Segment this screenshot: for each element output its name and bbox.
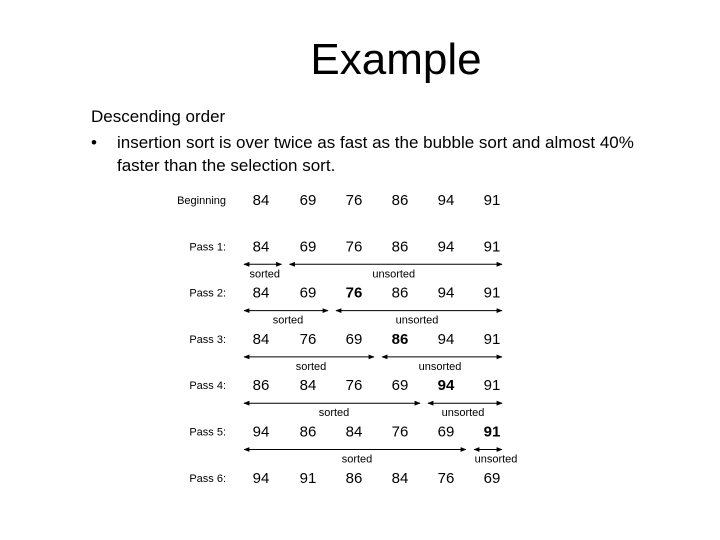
array-value: 84 [252, 284, 270, 302]
array-value: 91 [483, 192, 501, 209]
pass-row-label: Pass 5: [189, 426, 226, 439]
highlighted-value: 76 [345, 284, 363, 302]
highlighted-value: 91 [483, 423, 501, 441]
array-value: 84 [345, 423, 363, 441]
sorted-range-label: sorted [272, 314, 304, 327]
array-value: 76 [345, 377, 363, 395]
array-value: 84 [252, 238, 270, 256]
array-value: 86 [299, 423, 317, 441]
array-value: 69 [391, 377, 409, 395]
array-value: 84 [252, 192, 270, 209]
unsorted-range-label: unsorted [418, 360, 462, 373]
highlighted-value: 94 [437, 377, 455, 395]
array-value: 94 [437, 238, 455, 256]
unsorted-range-label: unsorted [441, 407, 485, 420]
slide-subtitle: Descending order [91, 107, 226, 126]
array-value: 84 [299, 377, 317, 395]
array-value: 76 [437, 469, 455, 487]
bullet-icon: • [91, 133, 97, 152]
pass-row-label: Pass 4: [189, 380, 226, 393]
array-value: 91 [483, 330, 501, 348]
sorted-range-label: sorted [295, 360, 327, 373]
array-value: 76 [345, 192, 363, 209]
array-value: 69 [483, 469, 501, 487]
array-value: 69 [299, 238, 317, 256]
pass-row-label: Pass 2: [189, 287, 226, 300]
array-value: 94 [437, 192, 455, 209]
sorted-range-label: sorted [318, 407, 350, 420]
pass-row-label: Pass 3: [189, 333, 226, 346]
bullet-text: insertion sort is over twice as fast as the bubble sort and almost 40% faster than the selection sort. [117, 133, 634, 175]
array-value: 69 [299, 284, 317, 302]
array-value: 94 [437, 330, 455, 348]
array-value: 86 [252, 377, 270, 395]
array-value: 69 [345, 330, 363, 348]
pass-row-label: Beginning [177, 195, 226, 207]
pass-row-label: Pass 1: [189, 241, 226, 254]
array-value: 76 [345, 238, 363, 256]
slide-title: Example [310, 35, 482, 84]
array-value: 94 [252, 469, 270, 487]
array-value: 76 [391, 423, 409, 441]
sorted-range-label: sorted [341, 453, 373, 466]
unsorted-range-label: unsorted [395, 314, 439, 327]
array-value: 84 [252, 330, 270, 348]
array-value: 69 [437, 423, 455, 441]
array-value: 94 [252, 423, 270, 441]
array-value: 86 [345, 469, 363, 487]
array-value: 91 [483, 377, 501, 395]
array-value: 86 [391, 284, 409, 302]
array-value: 86 [391, 192, 409, 209]
array-value: 69 [299, 192, 317, 209]
array-value: 76 [299, 330, 317, 348]
unsorted-range-label: unsorted [372, 268, 416, 281]
array-value: 86 [391, 238, 409, 256]
array-value: 91 [483, 284, 501, 302]
array-value: 91 [483, 238, 501, 256]
highlighted-value: 86 [391, 330, 409, 348]
array-value: 94 [437, 284, 455, 302]
sorted-range-label: sorted [249, 268, 281, 281]
unsorted-range-label: unsorted [474, 453, 518, 466]
pass-row-label: Pass 6: [189, 472, 226, 485]
array-value: 91 [299, 469, 317, 487]
array-value: 84 [391, 469, 409, 487]
